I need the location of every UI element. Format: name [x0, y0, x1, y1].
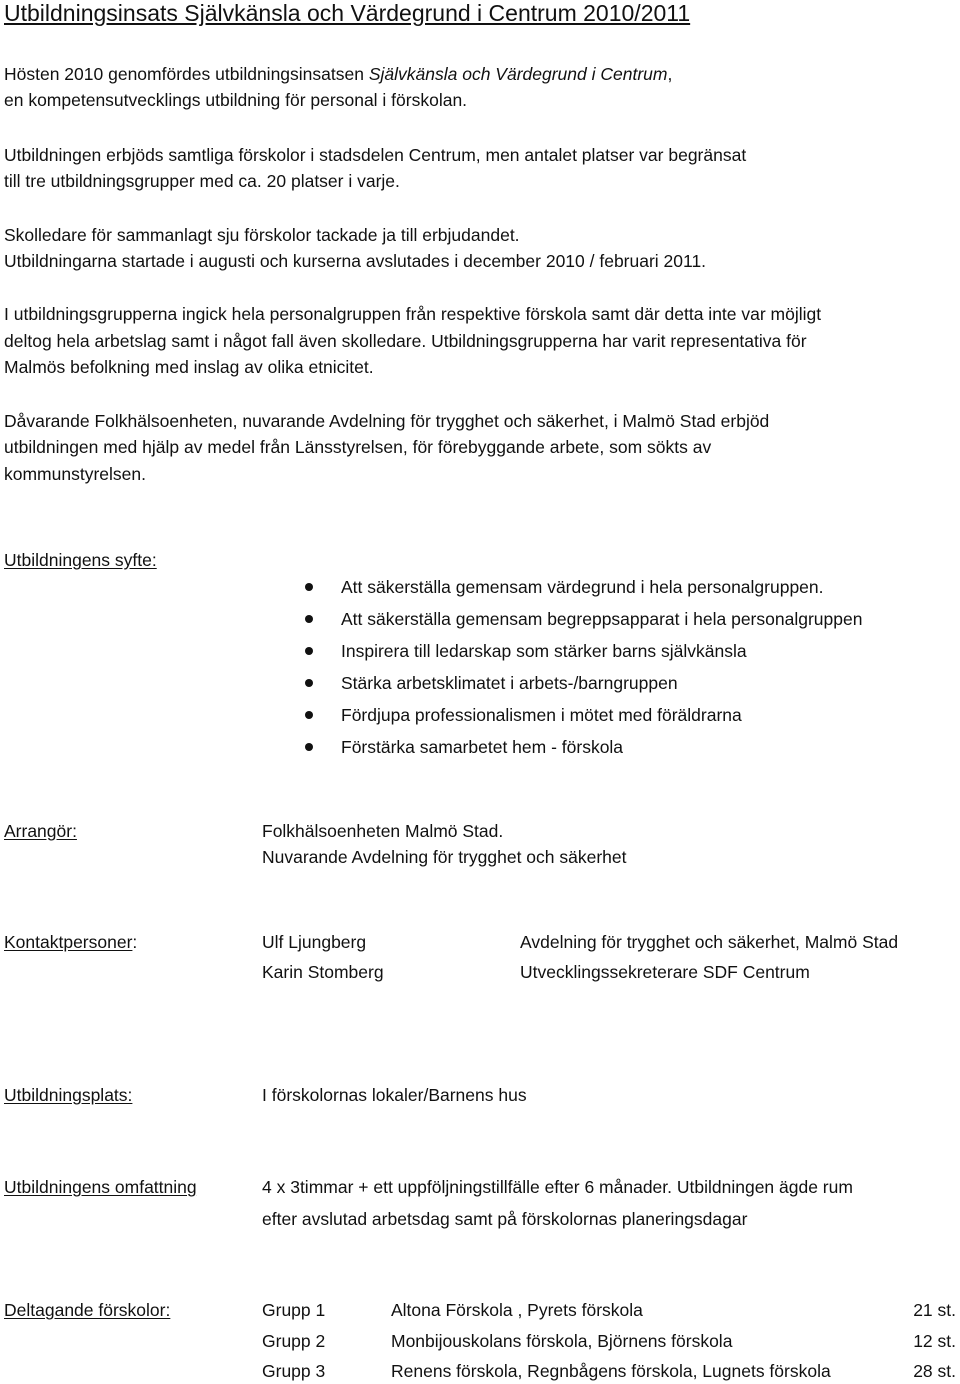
purpose-item-text: Stärka arbetsklimatet i arbets-/barngruppen: [341, 673, 678, 693]
groups-line-1: I utbildningsgrupperna ingick hela personalgruppen från respektive förskola samt där detta inte var möjligt: [4, 304, 822, 324]
group-label: Grupp 1: [262, 1300, 326, 1320]
group-label: Grupp 3: [262, 1361, 326, 1381]
purpose-item: [300, 670, 862, 702]
bullet-icon: [305, 647, 313, 655]
groups-line-2: deltog hela arbetslag samt i något fall även skolledare. Utbildningsgrupperna har varit representativa för: [4, 331, 807, 351]
purpose-heading: Utbildningens syfte:: [4, 550, 157, 570]
funding-line-3: kommunstyrelsen.: [4, 464, 146, 484]
accept-line-1: Skolledare för sammanlagt sju förskolor tackade ja till erbjudandet.: [4, 225, 520, 245]
accept-line-2: Utbildningarna startade i augusti och kurserna avslutades i december 2010 / februari 2011.: [4, 251, 707, 271]
offer-line-1: Utbildningen erbjöds samtliga förskolor i stadsdelen Centrum, men antalet platser var begränsat: [4, 145, 747, 165]
contact-role: Avdelning för trygghet och säkerhet, Malmö Stad: [520, 932, 899, 952]
contacts-colon: :: [132, 932, 138, 952]
purpose-item-text: Att säkerställa gemensam begreppsapparat i hela personalgruppen: [341, 609, 863, 629]
purpose-item: [300, 574, 862, 606]
funding-line-2: utbildningen med hjälp av medel från Länsstyrelsen, för förebyggande arbete, som sökts av: [4, 437, 712, 457]
purpose-item: [300, 606, 862, 638]
scope-label: Utbildningens omfattning: [4, 1177, 197, 1197]
contact-name: Karin Stomberg: [262, 962, 384, 982]
bullet-icon: [305, 679, 313, 687]
bullet-icon: [305, 711, 313, 719]
offer-line-2: till tre utbildningsgrupper med ca. 20 platser i varje.: [4, 171, 400, 191]
purpose-item-text: Fördjupa professionalismen i mötet med föräldrarna: [341, 705, 742, 725]
intro-text: Hösten 2010 genomfördes utbildningsinsatsen: [4, 64, 369, 84]
purpose-item: [300, 638, 862, 670]
bullet-icon: [305, 743, 313, 751]
intro-comma: ,: [667, 64, 673, 84]
participants-label: Deltagande förskolor:: [4, 1300, 171, 1320]
funding-line-1: Dåvarande Folkhälsoenheten, nuvarande Avdelning för trygghet och säkerhet, i Malmö Stad erbjöd: [4, 411, 770, 431]
groups-line-3: Malmös befolkning med inslag av olika etnicitet.: [4, 357, 374, 377]
bullet-icon: [305, 615, 313, 623]
purpose-list: [300, 574, 862, 766]
purpose-item: [300, 702, 862, 734]
contact-name: Ulf Ljungberg: [262, 932, 367, 952]
group-schools: Monbijouskolans förskola, Björnens förskola: [391, 1331, 733, 1351]
purpose-item: [300, 734, 862, 766]
organizer-label: Arrangör:: [4, 821, 77, 841]
organizer-line-1: Folkhälsoenheten Malmö Stad.: [262, 821, 504, 841]
contact-role: Utvecklingssekreterare SDF Centrum: [520, 962, 810, 982]
group-schools: Renens förskola, Regnbågens förskola, Lugnets förskola: [391, 1361, 831, 1381]
purpose-item-text: Inspirera till ledarskap som stärker barns självkänsla: [341, 641, 747, 661]
scope-line-1: 4 x 3timmar + ett uppföljningstillfälle efter 6 månader. Utbildningen ägde rum: [262, 1177, 853, 1197]
purpose-item-text: Förstärka samarbetet hem - förskola: [341, 737, 624, 757]
contacts-label-text: Kontaktpersoner: [4, 932, 133, 952]
purpose-item-text: Att säkerställa gemensam värdegrund i hela personalgruppen.: [341, 577, 824, 597]
intro-line-2: en kompetensutvecklings utbildning för personal i förskolan.: [4, 90, 468, 110]
organizer-line-2: Nuvarande Avdelning för trygghet och säkerhet: [262, 847, 627, 867]
page-title: Utbildningsinsats Självkänsla och Värdegrund i Centrum 2010/2011: [4, 0, 691, 26]
venue-value: I förskolornas lokaler/Barnens hus: [262, 1085, 527, 1105]
course-name: Självkänsla och Värdegrund i Centrum: [368, 64, 668, 84]
group-count: 21 st.: [913, 1300, 956, 1320]
group-count: 28 st.: [913, 1361, 956, 1381]
scope-line-2: efter avslutad arbetsdag samt på förskolornas planeringsdagar: [262, 1209, 748, 1229]
contacts-label: [4, 929, 137, 955]
group-label: Grupp 2: [262, 1331, 326, 1351]
group-schools: Altona Förskola , Pyrets förskola: [391, 1300, 643, 1320]
bullet-icon: [305, 583, 313, 591]
group-count: 12 st.: [913, 1331, 956, 1351]
intro-line-1: [4, 61, 672, 87]
venue-label: Utbildningsplats:: [4, 1085, 133, 1105]
